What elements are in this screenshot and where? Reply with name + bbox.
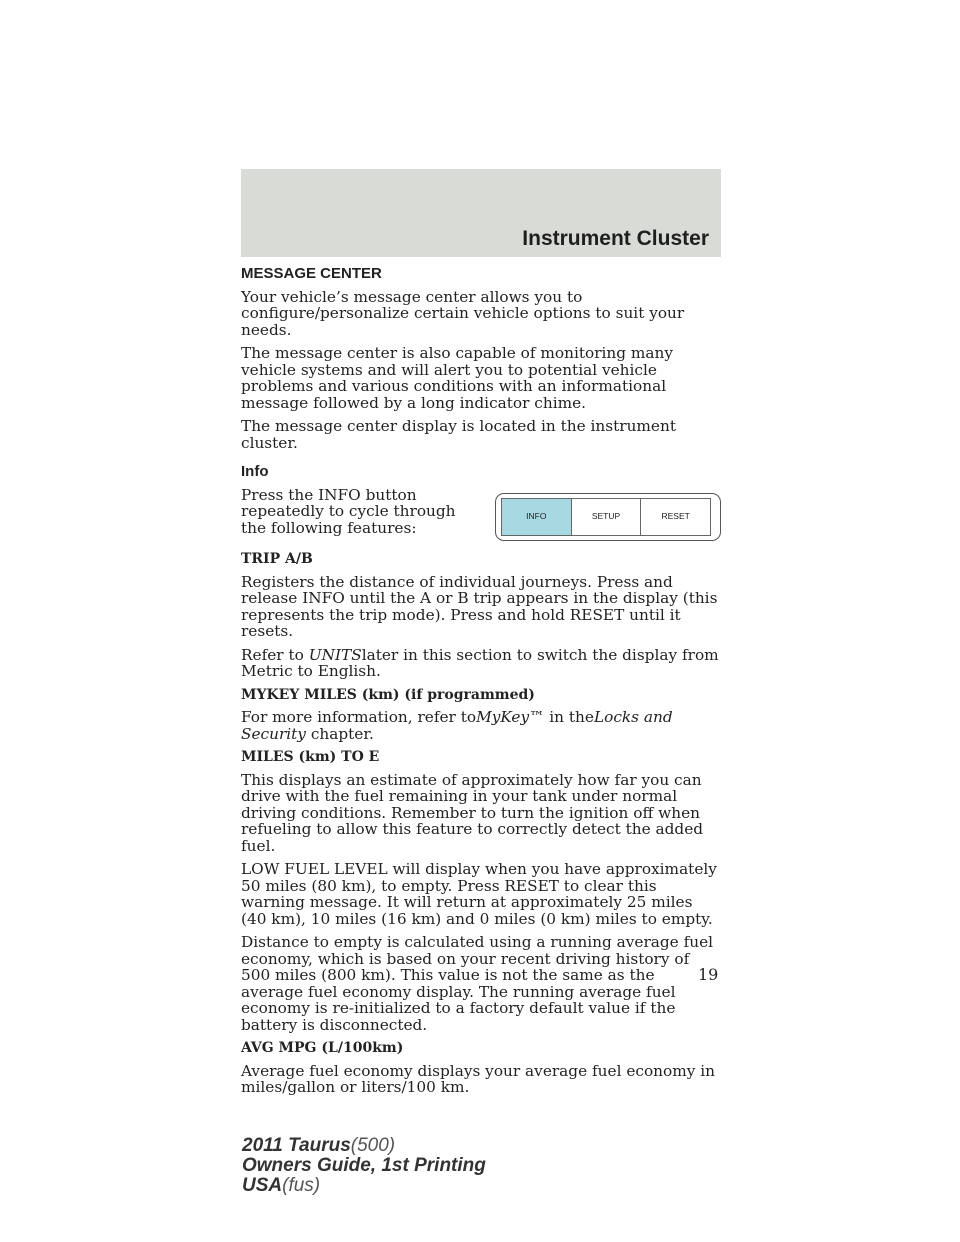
emphasis: UNITS bbox=[308, 645, 362, 664]
text: Refer to bbox=[241, 645, 309, 664]
button-panel-illustration bbox=[495, 493, 721, 541]
paragraph: This displays an estimate of approximately how far you can drive with the fuel remaining in your tank under normal driving conditions. Remember to turn the ignition off when refueling to allow this feature to correctly detect the added fuel. bbox=[241, 770, 704, 855]
page-content bbox=[241, 266, 721, 1103]
paragraph: Registers the distance of individual journeys. Press and release INFO until the A or B trip appears in the display (this represents the trip mode). Press and hold RESET until it resets. bbox=[241, 572, 718, 640]
text: in the bbox=[544, 708, 594, 726]
item-title-trip: TRIP A/B bbox=[241, 551, 313, 567]
paragraph: Your vehicle’s message center allows you to configure/personalize certain vehicle options to suit your needs. bbox=[241, 287, 685, 339]
text: For more information, refer to bbox=[241, 708, 477, 726]
item-title-avg-mpg: AVG MPG (L/100km) bbox=[241, 1040, 404, 1056]
section-title-message-center: MESSAGE CENTER bbox=[241, 265, 382, 282]
setup-button: SETUP bbox=[571, 499, 641, 535]
page-number: 19 bbox=[698, 965, 719, 984]
reset-button: RESET bbox=[640, 499, 710, 535]
footer-market-code: (fus) bbox=[282, 1175, 321, 1196]
chapter-header bbox=[241, 169, 721, 257]
item-title-mykey: MYKEY MILES (km) (if programmed) bbox=[241, 686, 535, 703]
chapter-title: Instrument Cluster bbox=[522, 227, 709, 250]
emphasis: Locks and Security bbox=[241, 708, 673, 743]
info-paragraph: Press the INFO button repeatedly to cycle through the following features: bbox=[241, 485, 456, 537]
paragraph: Average fuel economy displays your average fuel economy in miles/gallon or liters/100 km. bbox=[241, 1061, 715, 1096]
info-row bbox=[241, 487, 721, 544]
text: later in this section to switch the display from Metric to English. bbox=[241, 645, 719, 680]
paragraph bbox=[241, 709, 721, 742]
emphasis: MyKey™ bbox=[476, 708, 545, 726]
paragraph: The message center is also capable of monitoring many vehicle systems and will alert you to potential vehicle problems and various conditions with an informational message followed by a long indicator chime. bbox=[241, 344, 674, 412]
footer-code: (500) bbox=[350, 1135, 396, 1156]
info-button: INFO bbox=[502, 499, 571, 535]
paragraph bbox=[241, 647, 721, 680]
paragraph: Distance to empty is calculated using a running average fuel economy, which is based on your recent driving history of 500 miles (800 km). This value is not the same as the average fuel economy display. The running average fuel economy is re-initialized to a factory default value if the battery is disconnected. bbox=[241, 933, 714, 1034]
footer bbox=[242, 1136, 486, 1196]
section-title-info: Info bbox=[241, 463, 269, 480]
footer-model: 2011 Taurus bbox=[242, 1135, 351, 1156]
text: chapter. bbox=[310, 724, 374, 743]
footer-edition: Owners Guide, 1st Printing bbox=[242, 1155, 486, 1176]
paragraph: The message center display is located in the instrument cluster. bbox=[241, 417, 676, 452]
paragraph: LOW FUEL LEVEL will display when you have approximately 50 miles (80 km), to empty. Press RESET to clear this warning message. It will return at approximately 25 miles (40 km), 10 miles (16 km) and 0 miles (0 km) miles to empty. bbox=[241, 860, 717, 928]
footer-market: USA bbox=[242, 1175, 283, 1196]
item-title-miles-to-e: MILES (km) TO E bbox=[241, 749, 380, 765]
